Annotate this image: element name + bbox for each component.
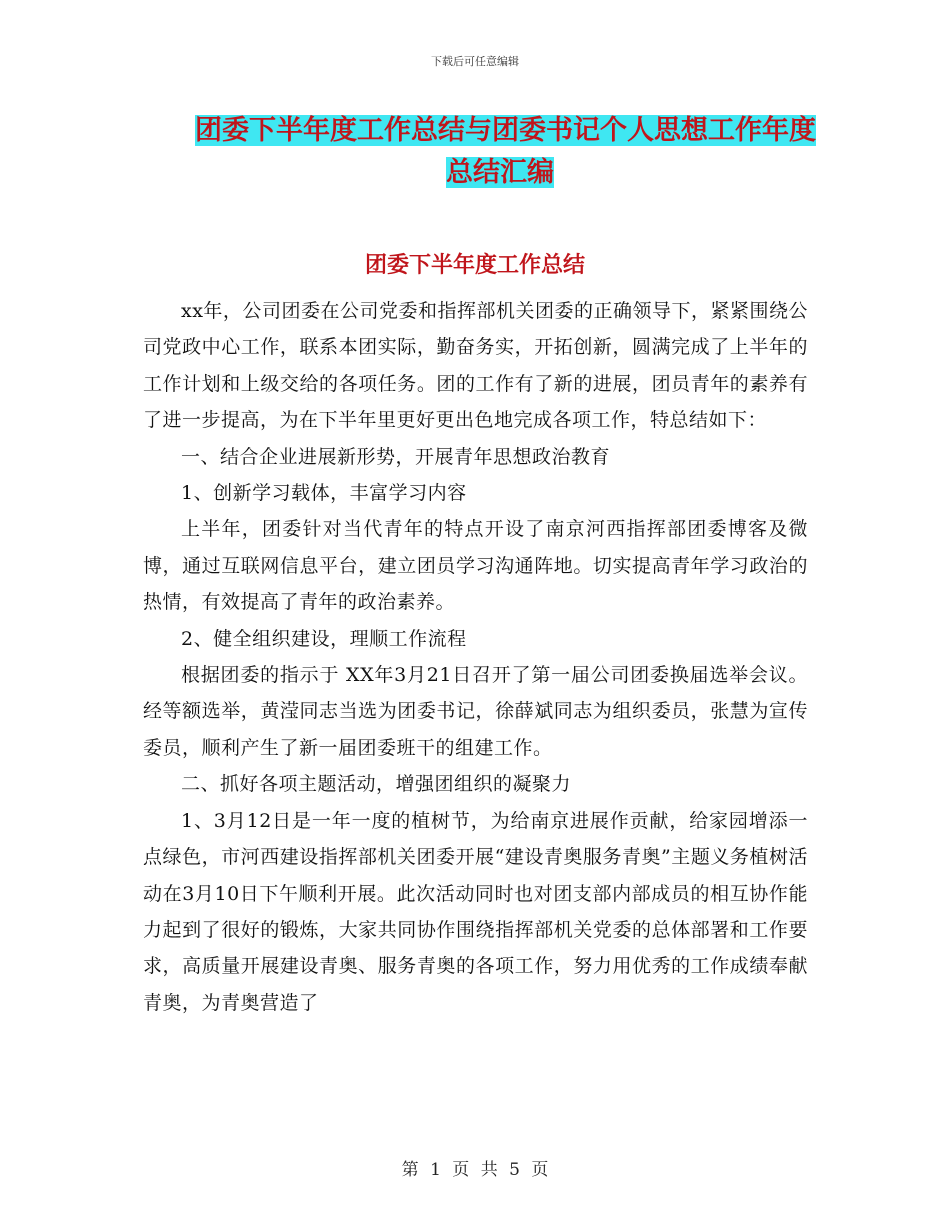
paragraph: 1、3月12日是一年一度的植树节，为给南京进展作贡献，给家园增添一点绿色，市河西建设指挥部机关团委开展“建设青奥服务青奥”主题义务植树活动在3月10日下午顺利开展。此次活动同时也对团支部内部成员的相互协作能力起到了很好的锻炼，大家共同协作围绕指挥部机关党委的总体部署和工作要求，高质量开展建设青奥、服务青奥的各项工作，努力用优秀的工作成绩奉献青奥，为青奥营造了 — [143, 809, 808, 1014]
paragraph: 根据团委的指示于 XX年3月21日召开了第一届公司团委换届选举会议。经等额选举，黄滢同志当选为团委书记，徐薛斌同志为组织委员，张慧为宣传委员，顺利产生了新一届团委班干的组建工作。 — [143, 664, 808, 759]
paragraph: 2、健全组织建设，理顺工作流程 — [181, 627, 467, 650]
paragraph: 二、抓好各项主题活动，增强团组织的凝聚力 — [181, 773, 572, 796]
page-header: 下载后可任意编辑 — [431, 55, 519, 68]
title-line-1: 团委下半年度工作总结与团委书记个人思想工作年度 — [195, 115, 816, 146]
paragraph: 上半年，团委针对当代青年的特点开设了南京河西指挥部团委博客及微博，通过互联网信息平台，建立团员学习沟通阵地。切实提高青年学习政治的热情，有效提高了青年的政治素养。 — [143, 518, 808, 614]
document-title — [195, 110, 816, 194]
section-title: 团委下半年度工作总结 — [364, 253, 585, 278]
title-line-2: 总结汇编 — [446, 157, 554, 188]
paragraph: xx年，公司团委在公司党委和指挥部机关团委的正确领导下，紧紧围绕公司党政中心工作，联系本团实际，勤奋务实，开拓创新，圆满完成了上半年的工作计划和上级交给的各项任务。团的工作有了新的进展，团员青年的素养有了进一步提高，为在下半年里更好更出色地完成各项工作，特总结如下： — [143, 300, 808, 432]
page-footer: 第 1 页 共 5 页 — [401, 1160, 549, 1180]
paragraph: 1、创新学习载体，丰富学习内容 — [181, 482, 467, 505]
paragraph: 一、结合企业进展新形势，开展青年思想政治教育 — [181, 445, 611, 468]
body-text — [143, 293, 808, 1021]
